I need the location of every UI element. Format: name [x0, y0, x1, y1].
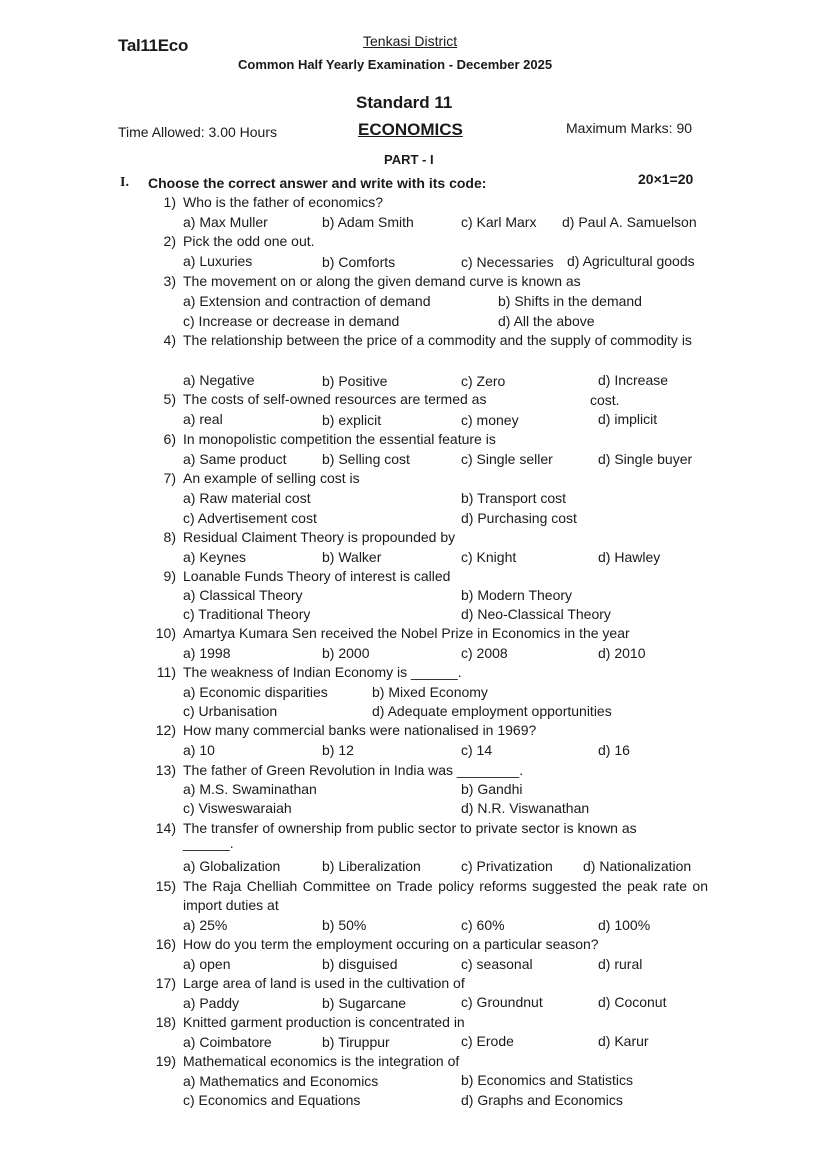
option-b: b) Tiruppur	[322, 1034, 390, 1050]
question-number: 19)	[155, 1053, 176, 1069]
option-b: b) Sugarcane	[322, 995, 407, 1011]
option-b: b) Adam Smith	[322, 214, 414, 230]
option-c: c) 60%	[461, 917, 505, 933]
question-number: 16)	[155, 936, 176, 952]
option-a: a) Extension and contraction of demand	[183, 293, 431, 309]
option-d: d) Paul A. Samuelson	[562, 214, 697, 230]
question-number: 13)	[155, 762, 176, 778]
exam-title: Common Half Yearly Examination - December 2025	[238, 57, 553, 72]
question-text: Who is the father of economics?	[183, 194, 383, 210]
option-d: d) All the above	[498, 313, 595, 329]
question-text: Amartya Kumara Sen received the Nobel Prize in Economics in the year	[183, 625, 630, 641]
question-text: Pick the odd one out.	[183, 233, 315, 249]
option-a: a) 25%	[183, 917, 228, 933]
option-a: a) Same product	[183, 451, 287, 467]
question-text: Knitted garment production is concentrated in	[183, 1014, 465, 1030]
section-title: Choose the correct answer and write with its code:	[148, 175, 487, 191]
option-a: a) Classical Theory	[183, 587, 303, 603]
question-number: 14)	[155, 820, 176, 836]
question-text: The weakness of Indian Economy is ______.	[183, 664, 462, 680]
option-b: b) Shifts in the demand	[498, 293, 642, 309]
option-b: b) Mixed Economy	[372, 684, 488, 700]
standard-label: Standard 11	[356, 93, 453, 112]
part-heading: PART - I	[384, 152, 434, 167]
option-b: b) 2000	[322, 645, 370, 661]
option-b: b) Gandhi	[461, 781, 523, 797]
question-number: 7)	[163, 470, 176, 486]
option-d: d) Single buyer	[598, 451, 693, 467]
option-b: b) Positive	[322, 373, 388, 389]
option-d: d) Graphs and Economics	[461, 1092, 623, 1108]
question-number: 12)	[155, 722, 176, 738]
time-allowed: Time Allowed: 3.00 Hours	[118, 124, 277, 140]
option-a: a) real	[183, 411, 223, 427]
option-b: b) Liberalization	[322, 858, 421, 874]
question-number: 11)	[156, 664, 176, 680]
option-d: d) 2010	[598, 645, 646, 661]
question-text: Large area of land is used in the cultivation of	[183, 975, 465, 991]
option-c: c) Single seller	[461, 451, 553, 467]
question-text: The movement on or along the given demand curve is known as	[183, 273, 581, 289]
option-d: d) Neo-Classical Theory	[461, 606, 611, 622]
option-a: a) Globalization	[183, 858, 281, 874]
option-a: a) Raw material cost	[183, 490, 311, 506]
option-b: b) Modern Theory	[461, 587, 573, 603]
question-number: 3)	[163, 273, 176, 289]
option-d: d) Agricultural goods	[567, 253, 695, 269]
question-number: 9)	[163, 568, 176, 584]
option-a: a) 10	[183, 742, 215, 758]
option-d: d) Hawley	[598, 549, 661, 565]
option-b: b) Economics and Statistics	[461, 1072, 633, 1088]
option-d: d) 16	[598, 742, 630, 758]
option-d: d) implicit	[598, 411, 658, 427]
question-text: How many commercial banks were nationalised in 1969?	[183, 722, 537, 738]
option-d: d) N.R. Viswanathan	[461, 800, 590, 816]
option-c: c) Increase or decrease in demand	[183, 313, 400, 329]
section-number: I.	[120, 175, 129, 190]
option-c: c) Advertisement cost	[183, 510, 317, 526]
option-c: c) Economics and Equations	[183, 1092, 361, 1108]
question-number: 6)	[163, 431, 176, 447]
option-c: c) Privatization	[461, 858, 553, 874]
option-c: c) Zero	[461, 373, 506, 389]
option-a: a) open	[183, 956, 231, 972]
option-c: c) money	[461, 412, 519, 428]
option-d: d) Adequate employment opportunities	[372, 703, 612, 719]
question-number: 17)	[155, 975, 176, 991]
question-text: Residual Claiment Theory is propounded by	[183, 529, 456, 545]
option-c: c) Groundnut	[461, 994, 543, 1010]
option-a: a) M.S. Swaminathan	[183, 781, 317, 797]
maximum-marks: Maximum Marks: 90	[566, 120, 693, 136]
option-d: d) Purchasing cost	[461, 510, 577, 526]
question-text: The Raja Chelliah Committee on Trade policy reforms suggested the peak rate on import duties at	[183, 878, 708, 913]
question-text: How do you term the employment occuring on a particular season?	[183, 936, 599, 952]
question-text: Loanable Funds Theory of interest is called	[183, 568, 451, 584]
question-text: Mathematical economics is the integration of	[183, 1053, 460, 1069]
question-number: 2)	[163, 233, 176, 249]
option-d: d) 100%	[598, 917, 651, 933]
option-c: c) Urbanisation	[183, 703, 278, 719]
option-b: b) 50%	[322, 917, 367, 933]
option-d: d) Coconut	[598, 994, 667, 1010]
option-c: c) Traditional Theory	[183, 606, 311, 622]
question-number: 10)	[155, 625, 176, 641]
option-c: c) 14	[461, 742, 493, 758]
option-d: d) Increase	[598, 372, 669, 388]
section-score: 20×1=20	[638, 171, 694, 187]
option-b: b) Comforts	[322, 254, 396, 270]
option-c: c) Necessaries	[461, 254, 554, 270]
option-b: b) Walker	[322, 549, 382, 565]
district-name: Tenkasi District	[363, 33, 458, 49]
question-number: 1)	[163, 194, 176, 210]
option-c: c) seasonal	[461, 956, 533, 972]
subject-title: ECONOMICS	[358, 120, 463, 139]
option-b: b) disguised	[322, 956, 398, 972]
option-c: c) Erode	[461, 1033, 514, 1049]
option-a: a) Coimbatore	[183, 1034, 272, 1050]
option-a: a) 1998	[183, 645, 231, 661]
option-b: b) Selling cost	[322, 451, 410, 467]
question-number: 5)	[163, 391, 176, 407]
option-b: b) Transport cost	[461, 490, 567, 506]
option-a: a) Luxuries	[183, 253, 253, 269]
option-d: d) rural	[598, 956, 643, 972]
question-text: An example of selling cost is	[183, 470, 360, 486]
option-b: b) 12	[322, 742, 354, 758]
option-d: d) Nationalization	[583, 858, 692, 874]
option-a: a) Paddy	[183, 995, 240, 1011]
question-text: The costs of self-owned resources are termed as	[183, 391, 487, 407]
option-c: c) Karl Marx	[461, 214, 537, 230]
question-number: 18)	[155, 1014, 176, 1030]
option-a: a) Max Muller	[183, 214, 268, 230]
option-a: a) Negative	[183, 372, 255, 388]
question-number: 15)	[155, 878, 176, 894]
option-c: c) Visweswaraiah	[183, 800, 292, 816]
option-a: a) Economic disparities	[183, 684, 328, 700]
question-text: The father of Green Revolution in India was ________.	[183, 762, 524, 778]
question-text: In monopolistic competition the essential feature is	[183, 431, 496, 447]
option-c: c) Knight	[461, 549, 517, 565]
question-number: 4)	[163, 332, 176, 348]
question-text-end: ______.	[183, 835, 234, 851]
option-a: a) Mathematics and Economics	[183, 1073, 379, 1089]
question-text-end: cost.	[590, 392, 620, 408]
option-d: d) Karur	[598, 1033, 649, 1049]
question-text: The transfer of ownership from public sector to private sector is known as	[183, 820, 637, 836]
question-number: 8)	[163, 529, 176, 545]
option-c: c) 2008	[461, 645, 508, 661]
option-a: a) Keynes	[183, 549, 247, 565]
question-text: The relationship between the price of a commodity and the supply of commodity is	[183, 332, 692, 348]
option-b: b) explicit	[322, 412, 382, 428]
paper-code: Tal11Eco	[118, 36, 189, 55]
